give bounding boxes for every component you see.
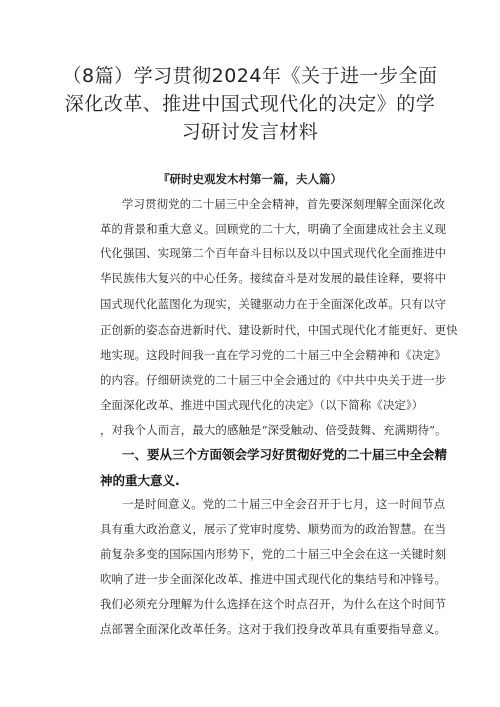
paragraph1-line-8: 的内容。仔细研读党的二十届三中全会通过的《中共中央关于进一步 bbox=[100, 373, 447, 387]
paragraph2-line-5: 我们必须充分理解为什么选择在这个时点召开，为什么在这个时间节 bbox=[100, 597, 447, 611]
section-heading-line-2: 神的重大意义. bbox=[100, 473, 180, 488]
paragraph1-line-9: 全面深化改革、推进中国式现代化的决定》（以下简称《决定》） bbox=[100, 398, 424, 412]
subtitle: 『研时史观发木村第一篇，夫人篇） bbox=[158, 172, 342, 186]
paragraph2-line-2: 具有重大政治意义，展示了党审时度势、顺势而为的政治智慧。在当 bbox=[100, 522, 447, 536]
title-line-3: 习研讨发言材料 bbox=[181, 121, 319, 143]
section-heading-line-1: 一、要从三个方面领会学习好贯彻好党的二十届三中全会精 bbox=[122, 447, 448, 462]
title-line-2: 深化改革、推进中国式现代化的决定》的学 bbox=[64, 93, 436, 115]
paragraph2-line-6: 点部署全面深化改革任务。这对于我们投身改革具有重要指导意义。 bbox=[100, 622, 447, 636]
paragraph1-line-4: 华民族伟大复兴的中心任务。接续奋斗是对发展的最佳诠释，要将中 bbox=[100, 271, 447, 285]
paragraph1-line-2: 革的背景和重大意义。回顾党的二十大，明确了全面建成社会主义现 bbox=[100, 222, 447, 236]
paragraph1-line-6: 正创新的姿态奋进新时代、建设新时代，中国式现代化才能更好、更快 bbox=[100, 323, 458, 337]
paragraph2-line-1: 一是时间意义。党的二十届三中全会召开于七月，这一时间节点 bbox=[122, 497, 446, 511]
paragraph2-line-4: 吹响了进一步全面深化改革、推进中国式现代化的集结号和冲锋号。 bbox=[100, 572, 447, 586]
paragraph1-line-7: 地实现。这段时间我一直在学习党的二十届三中全会精神和《决定》 bbox=[100, 348, 447, 362]
paragraph1-line-3: 代化强国、实现第二个百年奋斗目标以及以中国式现代化全面推进中 bbox=[100, 246, 447, 260]
paragraph1-line-10: ，对我个人而言，最大的感触是“深受触动、倍受鼓舞、充满期待”。 bbox=[100, 423, 447, 437]
title-line-1: （8篇）学习贯彻2024年《关于进一步全面 bbox=[62, 65, 438, 87]
paragraph1-line-1: 学习贯彻党的二十届三中全会精神，首先要深刻理解全面深化改 bbox=[122, 197, 446, 211]
paragraph2-line-3: 前复杂多变的国际国内形势下，党的二十届三中全会在这一关键时刻 bbox=[100, 547, 447, 561]
paragraph1-line-5: 国式现代化蓝图化为现实，关键驱动力在于全面深化改革。只有以守 bbox=[100, 297, 447, 311]
